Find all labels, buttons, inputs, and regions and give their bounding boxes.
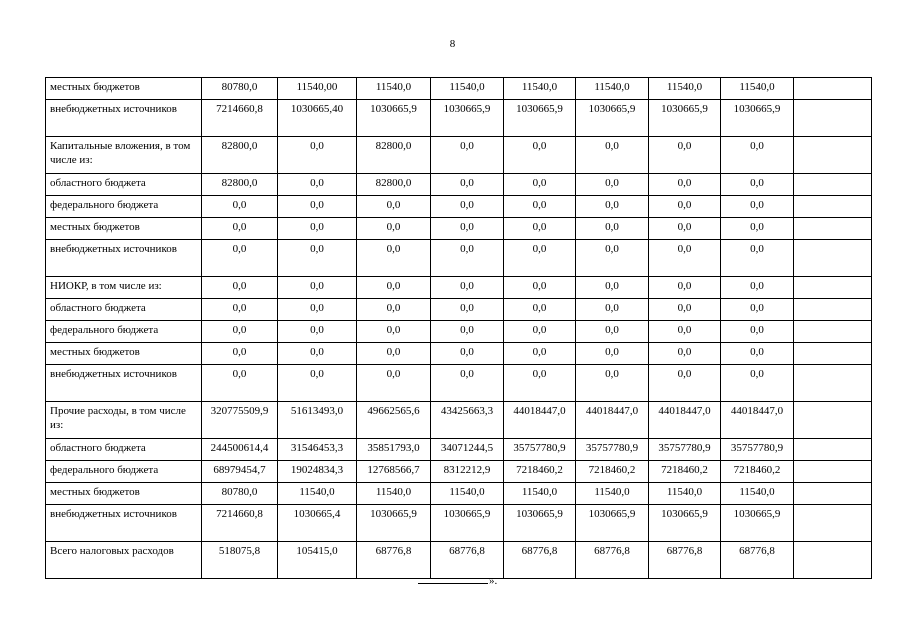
- value-cell: [794, 299, 872, 321]
- value-cell: 1030665,9: [649, 100, 721, 137]
- value-cell: 0,0: [357, 196, 431, 218]
- value-cell: 11540,0: [357, 78, 431, 100]
- value-cell: 1030665,9: [721, 505, 794, 542]
- value-cell: 1030665,9: [357, 505, 431, 542]
- value-cell: 0,0: [649, 343, 721, 365]
- value-cell: 1030665,9: [431, 100, 504, 137]
- value-cell: 0,0: [278, 277, 357, 299]
- value-cell: 0,0: [357, 343, 431, 365]
- row-label: областного бюджета: [46, 439, 202, 461]
- value-cell: [794, 78, 872, 100]
- value-cell: 7218460,2: [721, 461, 794, 483]
- value-cell: 0,0: [649, 277, 721, 299]
- value-cell: 0,0: [721, 218, 794, 240]
- value-cell: 0,0: [504, 299, 576, 321]
- value-cell: 35757780,9: [721, 439, 794, 461]
- value-cell: 0,0: [278, 137, 357, 174]
- value-cell: 34071244,5: [431, 439, 504, 461]
- value-cell: [794, 240, 872, 277]
- value-cell: 0,0: [504, 343, 576, 365]
- value-cell: 1030665,9: [721, 100, 794, 137]
- value-cell: 0,0: [576, 174, 649, 196]
- value-cell: 0,0: [357, 218, 431, 240]
- value-cell: 0,0: [357, 365, 431, 402]
- value-cell: 49662565,6: [357, 402, 431, 439]
- closing-quote: ».: [489, 575, 498, 587]
- value-cell: 518075,8: [202, 542, 278, 579]
- value-cell: 7214660,8: [202, 100, 278, 137]
- table-row: [46, 137, 872, 174]
- value-cell: 0,0: [278, 240, 357, 277]
- value-cell: 1030665,9: [649, 505, 721, 542]
- value-cell: 0,0: [202, 277, 278, 299]
- value-cell: 0,0: [721, 240, 794, 277]
- value-cell: 0,0: [576, 137, 649, 174]
- table-row: [46, 439, 872, 461]
- signature-line: [418, 572, 488, 584]
- page-number: 8: [449, 38, 456, 50]
- value-cell: 0,0: [278, 299, 357, 321]
- value-cell: 7218460,2: [649, 461, 721, 483]
- value-cell: 0,0: [721, 299, 794, 321]
- value-cell: [794, 343, 872, 365]
- value-cell: [794, 196, 872, 218]
- value-cell: 11540,0: [649, 483, 721, 505]
- value-cell: 0,0: [202, 299, 278, 321]
- value-cell: 0,0: [431, 218, 504, 240]
- value-cell: [794, 218, 872, 240]
- table-row: [46, 343, 872, 365]
- value-cell: 0,0: [431, 343, 504, 365]
- value-cell: 51613493,0: [278, 402, 357, 439]
- value-cell: 44018447,0: [576, 402, 649, 439]
- row-label: НИОКР, в том числе из:: [46, 277, 202, 299]
- value-cell: 0,0: [649, 321, 721, 343]
- row-label: внебюджетных источников: [46, 240, 202, 277]
- value-cell: 1030665,9: [431, 505, 504, 542]
- value-cell: 0,0: [576, 277, 649, 299]
- table-row: [46, 321, 872, 343]
- row-label: Всего налоговых расходов: [46, 542, 202, 579]
- value-cell: 8312212,9: [431, 461, 504, 483]
- value-cell: 0,0: [202, 365, 278, 402]
- value-cell: 68776,8: [504, 542, 576, 579]
- value-cell: 0,0: [649, 299, 721, 321]
- value-cell: 11540,0: [357, 483, 431, 505]
- value-cell: 0,0: [504, 137, 576, 174]
- value-cell: 82800,0: [357, 174, 431, 196]
- row-label: внебюджетных источников: [46, 365, 202, 402]
- value-cell: 0,0: [649, 137, 721, 174]
- value-cell: 12768566,7: [357, 461, 431, 483]
- value-cell: [794, 505, 872, 542]
- value-cell: 11540,0: [504, 78, 576, 100]
- value-cell: [794, 439, 872, 461]
- table-row: [46, 483, 872, 505]
- value-cell: 11540,0: [504, 483, 576, 505]
- value-cell: 0,0: [721, 277, 794, 299]
- value-cell: 68979454,7: [202, 461, 278, 483]
- row-label: местных бюджетов: [46, 343, 202, 365]
- table-row: [46, 174, 872, 196]
- value-cell: 35757780,9: [504, 439, 576, 461]
- value-cell: 1030665,40: [278, 100, 357, 137]
- value-cell: 0,0: [576, 196, 649, 218]
- row-label: областного бюджета: [46, 174, 202, 196]
- table-body: [46, 78, 872, 579]
- value-cell: 0,0: [431, 240, 504, 277]
- value-cell: 35757780,9: [649, 439, 721, 461]
- value-cell: 68776,8: [357, 542, 431, 579]
- value-cell: 82800,0: [202, 137, 278, 174]
- value-cell: 7214660,8: [202, 505, 278, 542]
- value-cell: 44018447,0: [504, 402, 576, 439]
- value-cell: 1030665,9: [576, 100, 649, 137]
- value-cell: 35851793,0: [357, 439, 431, 461]
- value-cell: 43425663,3: [431, 402, 504, 439]
- table-row: [46, 277, 872, 299]
- value-cell: 19024834,3: [278, 461, 357, 483]
- value-cell: [794, 365, 872, 402]
- value-cell: 0,0: [721, 343, 794, 365]
- value-cell: 244500614,4: [202, 439, 278, 461]
- value-cell: 0,0: [576, 218, 649, 240]
- value-cell: 0,0: [278, 365, 357, 402]
- value-cell: 320775509,9: [202, 402, 278, 439]
- value-cell: 0,0: [431, 196, 504, 218]
- table-row: [46, 402, 872, 439]
- table-row: [46, 78, 872, 100]
- value-cell: 1030665,4: [278, 505, 357, 542]
- value-cell: [794, 542, 872, 579]
- value-cell: 11540,0: [721, 483, 794, 505]
- value-cell: 0,0: [721, 196, 794, 218]
- value-cell: 0,0: [431, 365, 504, 402]
- value-cell: 0,0: [202, 321, 278, 343]
- value-cell: [794, 483, 872, 505]
- value-cell: [794, 277, 872, 299]
- value-cell: 0,0: [721, 174, 794, 196]
- value-cell: [794, 100, 872, 137]
- table-row: [46, 100, 872, 137]
- value-cell: 11540,0: [431, 483, 504, 505]
- table-row: [46, 365, 872, 402]
- value-cell: 11540,0: [576, 483, 649, 505]
- row-label: местных бюджетов: [46, 218, 202, 240]
- value-cell: 0,0: [278, 196, 357, 218]
- value-cell: [794, 321, 872, 343]
- value-cell: 0,0: [649, 196, 721, 218]
- row-label: Капитальные вложения, в том числе из:: [46, 137, 202, 174]
- value-cell: 0,0: [202, 196, 278, 218]
- value-cell: 0,0: [649, 240, 721, 277]
- value-cell: 0,0: [202, 218, 278, 240]
- value-cell: 31546453,3: [278, 439, 357, 461]
- value-cell: 1030665,9: [504, 505, 576, 542]
- value-cell: 0,0: [576, 365, 649, 402]
- value-cell: 0,0: [278, 174, 357, 196]
- value-cell: 11540,00: [278, 78, 357, 100]
- value-cell: 0,0: [202, 343, 278, 365]
- table-row: [46, 218, 872, 240]
- value-cell: 0,0: [278, 218, 357, 240]
- value-cell: 0,0: [357, 277, 431, 299]
- value-cell: 11540,0: [431, 78, 504, 100]
- value-cell: 1030665,9: [504, 100, 576, 137]
- value-cell: [794, 137, 872, 174]
- value-cell: 0,0: [576, 343, 649, 365]
- row-label: местных бюджетов: [46, 78, 202, 100]
- value-cell: 35757780,9: [576, 439, 649, 461]
- value-cell: 0,0: [357, 299, 431, 321]
- table-row: [46, 240, 872, 277]
- value-cell: 0,0: [504, 240, 576, 277]
- value-cell: 82800,0: [202, 174, 278, 196]
- value-cell: 0,0: [721, 321, 794, 343]
- value-cell: 0,0: [431, 321, 504, 343]
- value-cell: 0,0: [721, 137, 794, 174]
- budget-table: [45, 77, 872, 579]
- value-cell: [794, 402, 872, 439]
- table-row: [46, 299, 872, 321]
- value-cell: 0,0: [278, 321, 357, 343]
- value-cell: 0,0: [576, 299, 649, 321]
- value-cell: 0,0: [649, 174, 721, 196]
- value-cell: 1030665,9: [576, 505, 649, 542]
- value-cell: 0,0: [504, 174, 576, 196]
- value-cell: 11540,0: [576, 78, 649, 100]
- value-cell: 105415,0: [278, 542, 357, 579]
- closing-mark: [418, 572, 497, 588]
- value-cell: 11540,0: [278, 483, 357, 505]
- value-cell: 7218460,2: [576, 461, 649, 483]
- value-cell: 0,0: [649, 365, 721, 402]
- value-cell: 0,0: [202, 240, 278, 277]
- value-cell: 0,0: [431, 137, 504, 174]
- table-row: [46, 461, 872, 483]
- table-row: [46, 196, 872, 218]
- value-cell: [794, 174, 872, 196]
- row-label: местных бюджетов: [46, 483, 202, 505]
- value-cell: 0,0: [576, 321, 649, 343]
- value-cell: 0,0: [357, 321, 431, 343]
- value-cell: 0,0: [649, 218, 721, 240]
- value-cell: 0,0: [357, 240, 431, 277]
- value-cell: 44018447,0: [649, 402, 721, 439]
- value-cell: 0,0: [504, 196, 576, 218]
- row-label: федерального бюджета: [46, 461, 202, 483]
- value-cell: 1030665,9: [357, 100, 431, 137]
- value-cell: 0,0: [431, 299, 504, 321]
- value-cell: 0,0: [721, 365, 794, 402]
- value-cell: 68776,8: [431, 542, 504, 579]
- value-cell: 0,0: [504, 321, 576, 343]
- value-cell: [794, 461, 872, 483]
- row-label: федерального бюджета: [46, 196, 202, 218]
- value-cell: 11540,0: [721, 78, 794, 100]
- value-cell: 80780,0: [202, 483, 278, 505]
- value-cell: 0,0: [504, 218, 576, 240]
- value-cell: 68776,8: [649, 542, 721, 579]
- value-cell: 0,0: [576, 240, 649, 277]
- value-cell: 80780,0: [202, 78, 278, 100]
- value-cell: 0,0: [504, 365, 576, 402]
- table-row: [46, 505, 872, 542]
- value-cell: 68776,8: [576, 542, 649, 579]
- row-label: внебюджетных источников: [46, 100, 202, 137]
- row-label: федерального бюджета: [46, 321, 202, 343]
- value-cell: 44018447,0: [721, 402, 794, 439]
- row-label: Прочие расходы, в том числе из:: [46, 402, 202, 439]
- value-cell: 68776,8: [721, 542, 794, 579]
- value-cell: 0,0: [504, 277, 576, 299]
- value-cell: 0,0: [431, 277, 504, 299]
- value-cell: 0,0: [431, 174, 504, 196]
- row-label: внебюджетных источников: [46, 505, 202, 542]
- value-cell: 11540,0: [649, 78, 721, 100]
- row-label: областного бюджета: [46, 299, 202, 321]
- value-cell: 0,0: [278, 343, 357, 365]
- value-cell: 7218460,2: [504, 461, 576, 483]
- value-cell: 82800,0: [357, 137, 431, 174]
